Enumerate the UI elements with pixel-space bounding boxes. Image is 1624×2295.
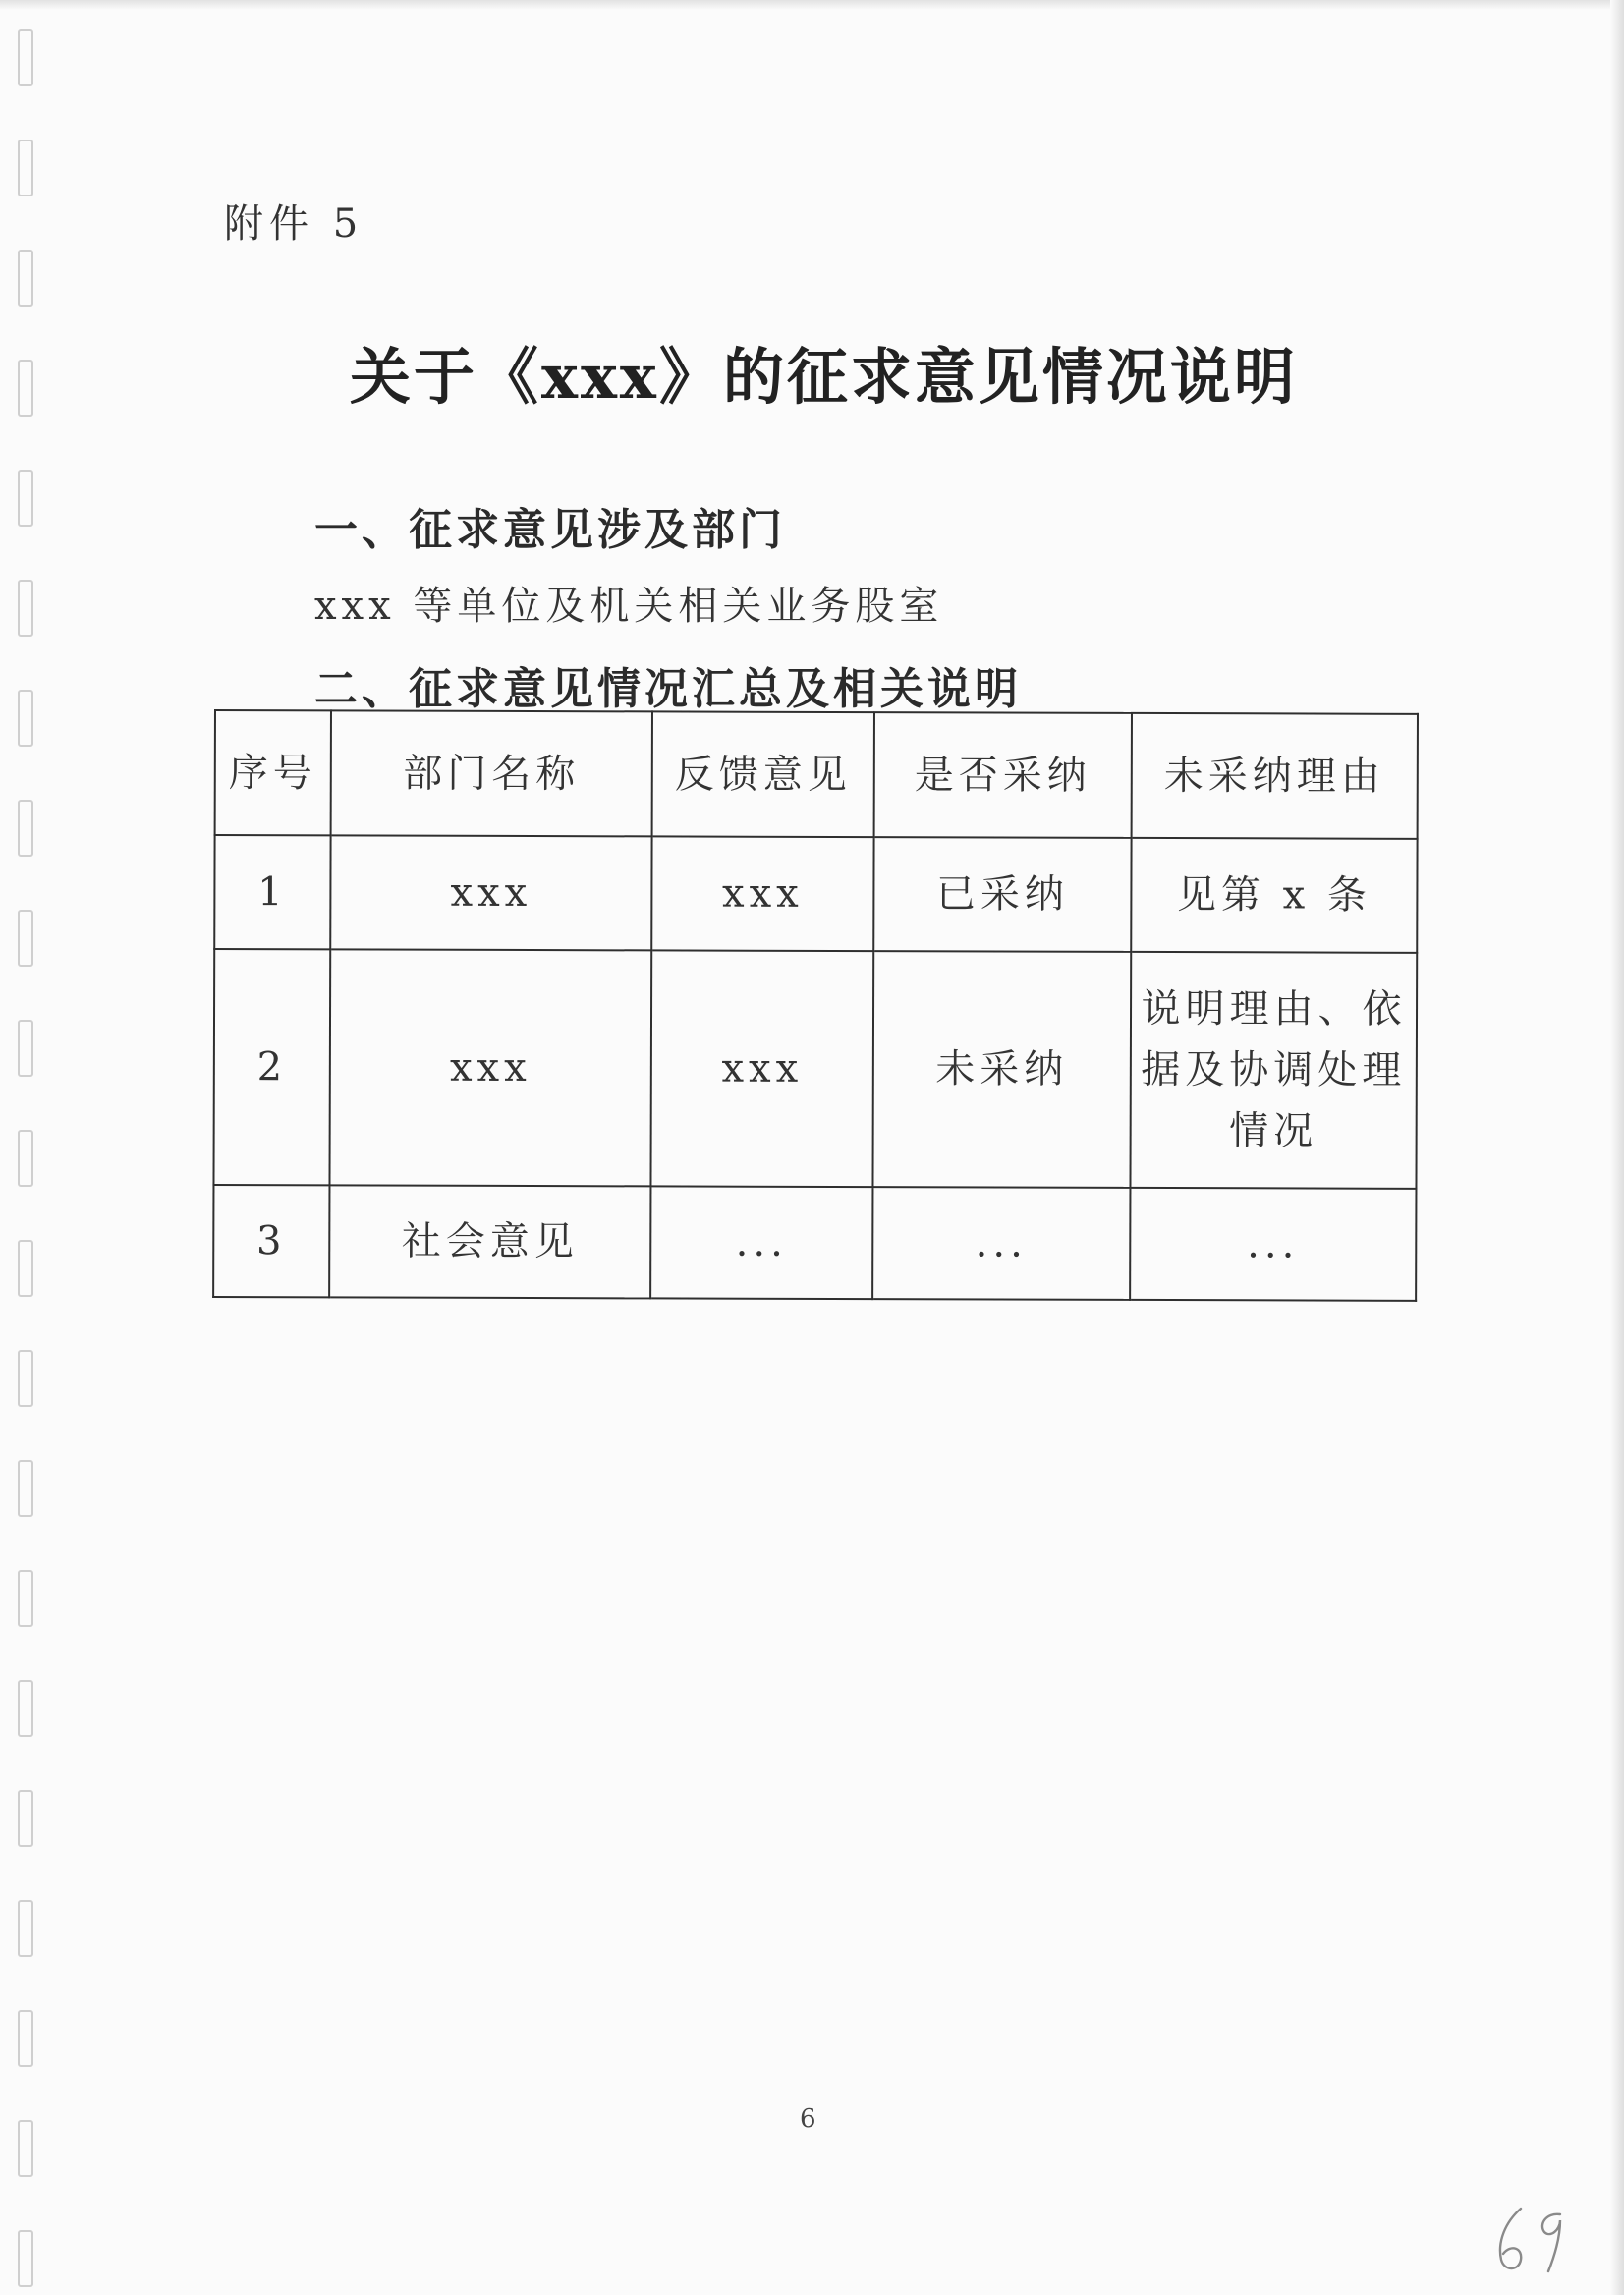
binding-hole xyxy=(18,2010,33,2067)
binding-hole xyxy=(18,2230,33,2287)
opinions-table xyxy=(212,709,1419,1302)
binding-hole xyxy=(18,800,33,857)
binding-hole xyxy=(18,360,33,417)
table-row xyxy=(213,949,1417,1189)
table-row xyxy=(214,835,1417,953)
cell-reason: 见第 x 条 xyxy=(1131,838,1417,953)
binding-hole xyxy=(18,910,33,967)
cell-department-name: xxx xyxy=(329,949,651,1186)
section2-heading: 二、征求意见情况汇总及相关说明 xyxy=(314,664,1022,714)
cell-reason: 说明理由、依据及协调处理情况 xyxy=(1130,952,1417,1189)
cell-department-name: xxx xyxy=(330,835,651,950)
table-row xyxy=(213,1185,1416,1301)
cell-feedback: ... xyxy=(650,1186,872,1299)
scan-right-edge xyxy=(1610,0,1624,2295)
binding-hole xyxy=(18,1900,33,1957)
attachment-label: 附件 5 xyxy=(224,201,364,247)
cell-adopted: 未采纳 xyxy=(872,951,1131,1188)
binding-hole xyxy=(18,1460,33,1517)
header-serial-number: 序号 xyxy=(215,710,331,835)
cell-feedback: xxx xyxy=(650,950,873,1187)
cell-serial-number: 3 xyxy=(213,1185,329,1297)
cell-serial-number: 2 xyxy=(213,949,330,1185)
binding-hole xyxy=(18,1680,33,1737)
header-reason-not-adopted: 未采纳理由 xyxy=(1132,713,1418,839)
handwritten-page-mark xyxy=(1491,2201,1580,2283)
scan-top-edge xyxy=(0,0,1624,10)
cell-feedback: xxx xyxy=(651,836,873,951)
binding-hole xyxy=(18,1240,33,1297)
binding-holes xyxy=(14,29,43,2289)
page-number: 6 xyxy=(800,2104,816,2134)
cell-reason: ... xyxy=(1130,1188,1416,1301)
header-adopted: 是否采纳 xyxy=(874,712,1132,838)
binding-hole xyxy=(18,140,33,196)
cell-serial-number: 1 xyxy=(214,835,330,949)
section1-heading: 一、征求意见涉及部门 xyxy=(314,505,786,555)
binding-hole xyxy=(18,1790,33,1847)
table-header-row xyxy=(215,710,1418,839)
section1-body: xxx 等单位及机关相关业务股室 xyxy=(314,584,944,629)
binding-hole xyxy=(18,470,33,527)
cell-adopted: 已采纳 xyxy=(873,837,1131,952)
binding-hole xyxy=(18,2120,33,2177)
binding-hole xyxy=(18,29,33,86)
binding-hole xyxy=(18,250,33,307)
binding-hole xyxy=(18,1130,33,1187)
binding-hole xyxy=(18,1570,33,1627)
cell-adopted: ... xyxy=(872,1187,1130,1300)
cell-department-name: 社会意见 xyxy=(329,1185,650,1298)
binding-hole xyxy=(18,580,33,637)
binding-hole xyxy=(18,1020,33,1077)
header-department-name: 部门名称 xyxy=(331,710,652,836)
binding-hole xyxy=(18,690,33,747)
header-feedback: 反馈意见 xyxy=(652,711,874,837)
document-title: 关于《xxx》的征求意见情况说明 xyxy=(350,341,1298,413)
binding-hole xyxy=(18,1350,33,1407)
